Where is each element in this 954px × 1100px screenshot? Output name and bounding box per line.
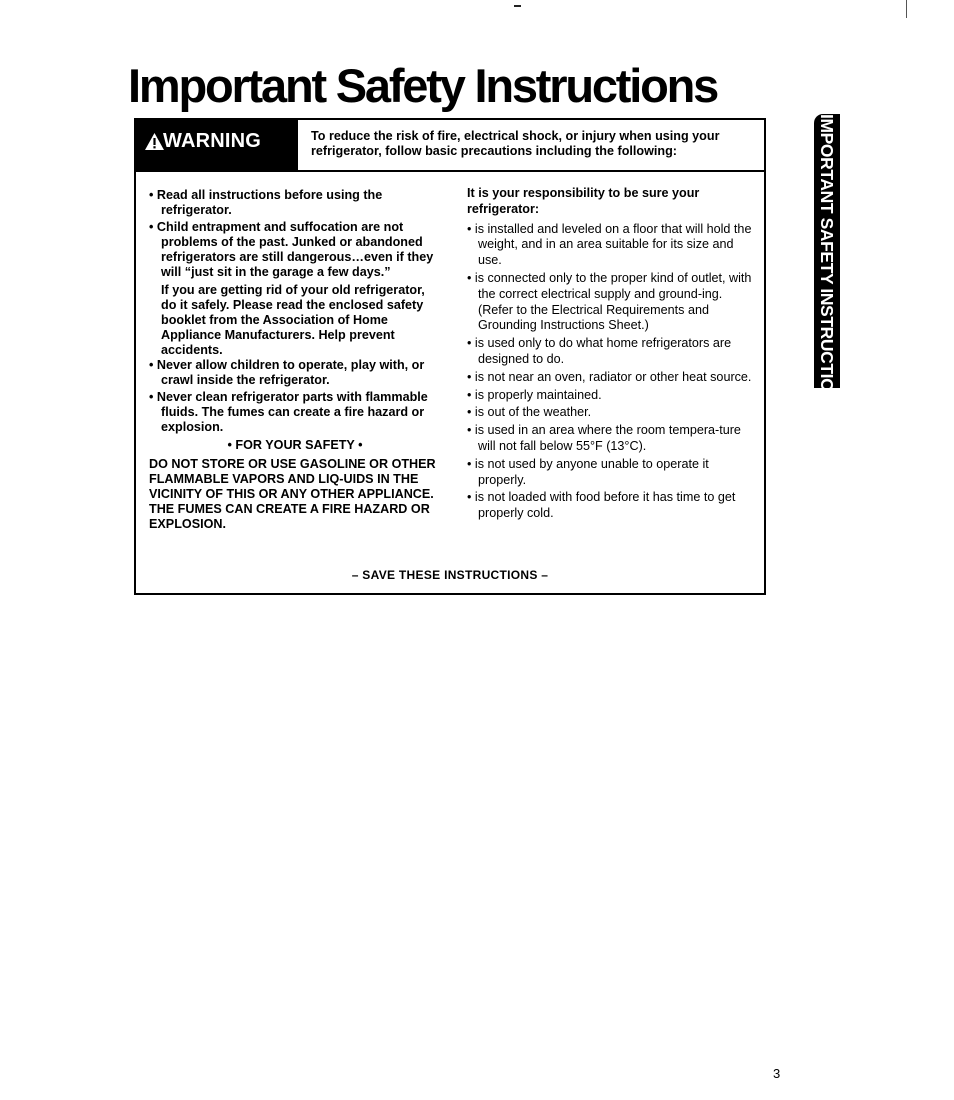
bullet-flammable-fluids: • Never clean refrigerator parts with flammable fluids. The fumes can create a fire hazard or explosion. bbox=[149, 390, 428, 435]
warning-intro: To reduce the risk of fire, electrical shock, or injury when using your refrigerator, follow basic precautions including the following: bbox=[311, 129, 720, 158]
list-item: • is used in an area where the room tempera-ture will not fall below 55°F (13°C). bbox=[467, 423, 741, 453]
header-divider bbox=[136, 170, 764, 172]
gasoline-warning: DO NOT STORE OR USE GASOLINE OR OTHER FLAMMABLE VAPORS AND LIQ-UIDS IN THE VICINITY OF THIS OR ANY OTHER APPLIANCE. THE FUMES CAN CREATE A FIRE HAZARD OR EXPLOSION. bbox=[149, 456, 436, 531]
save-instructions: – SAVE THESE INSTRUCTIONS – bbox=[351, 568, 549, 582]
side-section-tab bbox=[814, 114, 840, 415]
for-your-safety-heading: • FOR YOUR SAFETY • bbox=[227, 437, 363, 452]
bullet-child-entrapment: • Child entrapment and suffocation are not problems of the past. Junked or abandoned refrigerators are still dangerous…even if they will “just sit in the garage a few days.” bbox=[149, 220, 434, 280]
left-column bbox=[149, 188, 441, 532]
list-item: • is properly maintained. bbox=[467, 387, 602, 402]
right-column bbox=[467, 186, 757, 524]
list-item: • is connected only to the proper kind of outlet, with the correct electrical supply and ground-ing. (Refer to the Electrical Requirements and Grounding Instructions Sheet.) bbox=[467, 270, 752, 333]
side-tab-label: IMPORTANT SAFETY INSTRUCTIONS bbox=[817, 114, 837, 415]
list-item: • is not near an oven, radiator or other heat source. bbox=[467, 369, 752, 384]
responsibility-list bbox=[467, 222, 757, 522]
warning-label: WARNING bbox=[163, 130, 262, 152]
list-item: • is out of the weather. bbox=[467, 405, 592, 420]
warning-header bbox=[136, 120, 298, 170]
top-mark bbox=[514, 5, 521, 7]
list-item: • is used only to do what home refrigerators are designed to do. bbox=[467, 336, 732, 366]
responsibility-heading: It is your responsibility to be sure your refrigerator: bbox=[467, 186, 700, 216]
warning-triangle-icon bbox=[144, 132, 165, 151]
warning-box bbox=[134, 118, 766, 595]
bullet-read-instructions: • Read all instructions before using the refrigerator. bbox=[149, 188, 383, 218]
disposal-instructions: If you are getting rid of your old refrigerator, do it safely. Please read the enclosed safety booklet from the Association of Home Appliance Manufacturers. Help prevent accidents. bbox=[161, 282, 425, 357]
top-edge-line bbox=[906, 0, 907, 18]
page-title: Important Safety Instructions bbox=[128, 59, 718, 112]
list-item: • is not loaded with food before it has time to get properly cold. bbox=[467, 490, 736, 521]
list-item: • is not used by anyone unable to operate it properly. bbox=[467, 456, 709, 487]
bullet-children-play: • Never allow children to operate, play with, or crawl inside the refrigerator. bbox=[149, 358, 425, 388]
list-item: • is installed and leveled on a floor that will hold the weight, and in an area suitable for its size and use. bbox=[467, 221, 752, 268]
page-number: 3 bbox=[773, 1066, 781, 1081]
